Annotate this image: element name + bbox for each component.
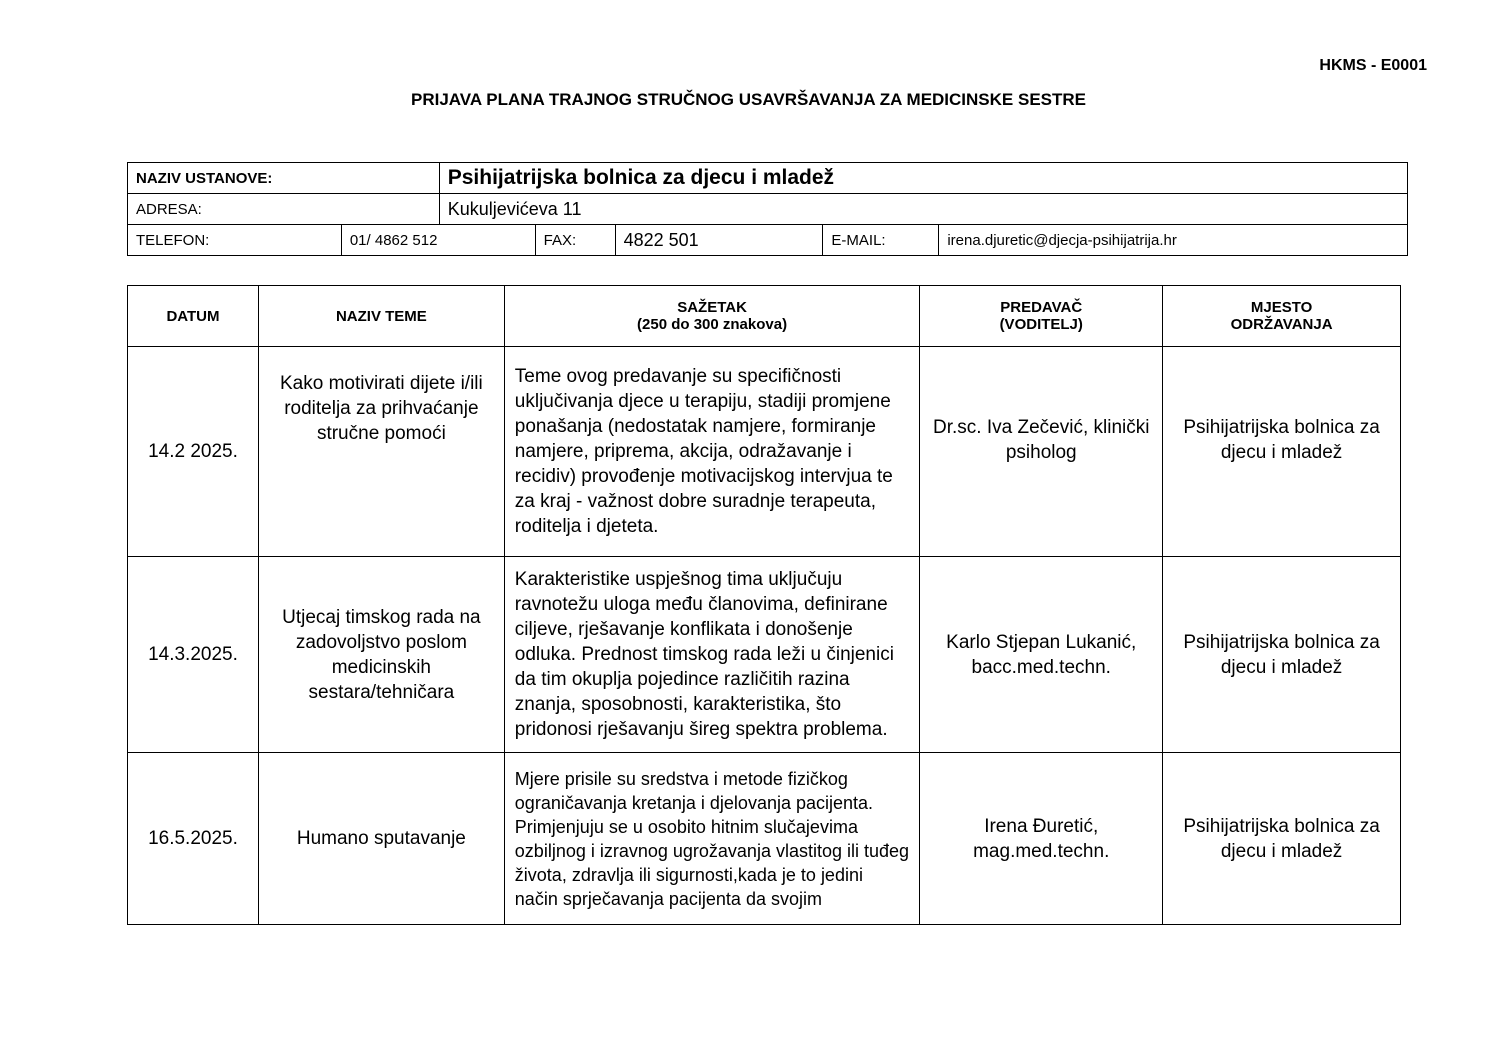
form-code: HKMS - E0001 (1319, 57, 1427, 74)
table-header-row (128, 286, 1401, 347)
address-value: Kukuljevićeva 11 (439, 194, 1407, 225)
row-topic: Utjecaj timskog rada na zadovoljstvo poslom medicinskih sestara/tehničara (258, 557, 504, 753)
column-header-lecturer (920, 286, 1163, 347)
row-lecturer: Karlo Stjepan Lukanić, bacc.med.techn. (920, 557, 1163, 753)
column-header-lecturer-note: (VODITELJ) (999, 316, 1083, 333)
fax-label: FAX: (535, 225, 615, 256)
row-summary: Karakteristike uspješnog tima uključuju ravnotežu uloga među članovima, definirane ciljeve, rješavanje konflikata i donošenje odluka. Prednost timskog rada leži u činjenici da tim okuplja pojedince različitih razina znanja, sposobnosti, karakteristika, što pridonosi rješavanju šireg spektra problema. (504, 557, 920, 753)
address-label: ADRESA: (128, 194, 440, 225)
institution-name-label: NAZIV USTANOVE: (128, 163, 440, 194)
row-summary: Teme ovog predavanje su specifičnosti uključivanja djece u terapiju, stadiji promjene ponašanja (nedostatak namjere, formiranje namjere, priprema, akcija, odražavanje i recidiv) provođenje motivacijskog intervjua te za kraj - važnost dobre suradnje terapeuta, roditelja i djeteta. (504, 347, 920, 557)
row-lecturer: Dr.sc. Iva Zečević, klinički psiholog (920, 347, 1163, 557)
row-summary: Mjere prisile su sredstva i metode fizičkog ograničavanja kretanja i djelovanja pacijenta. Primjenjuju se u osobito hitnim slučajevima ozbiljnog i izravnog ugrožavanja vlastitog ili tuđeg života, zdravlja ili sigurnosti,kada je to jedini način sprječavanja pacijenta da svojim (504, 753, 920, 925)
table-row (128, 347, 1401, 557)
row-topic: Humano sputavanje (258, 753, 504, 925)
institution-name-row (128, 163, 1408, 194)
phone-value: 01/ 4862 512 (341, 225, 535, 256)
column-header-topic: NAZIV TEME (258, 286, 504, 347)
row-date: 16.5.2025. (128, 753, 259, 925)
column-header-summary-note: (250 do 300 znakova) (637, 316, 788, 333)
page-title: PRIJAVA PLANA TRAJNOG STRUČNOG USAVRŠAVANJA ZA MEDICINSKE SESTRE (410, 90, 1087, 109)
row-location: Psihijatrijska bolnica za djecu i mladež (1163, 753, 1401, 925)
institution-address-row (128, 194, 1408, 225)
row-location: Psihijatrijska bolnica za djecu i mladež (1163, 347, 1401, 557)
email-value: irena.djuretic@djecja-psihijatrija.hr (939, 225, 1408, 256)
column-header-summary (504, 286, 920, 347)
column-header-summary-title: SAŽETAK (677, 299, 747, 316)
column-header-location (1163, 286, 1401, 347)
row-date: 14.2 2025. (128, 347, 259, 557)
institution-table (127, 162, 1408, 256)
table-row (128, 753, 1401, 925)
table-row (128, 557, 1401, 753)
institution-name: Psihijatrijska bolnica za djecu i mladež (439, 163, 1407, 194)
lectures-table (127, 285, 1401, 925)
column-header-location-note: ODRŽAVANJA (1230, 316, 1333, 333)
phone-label: TELEFON: (128, 225, 342, 256)
row-location: Psihijatrijska bolnica za djecu i mladež (1163, 557, 1401, 753)
row-topic: Kako motivirati dijete i/ili roditelja za prihvaćanje stručne pomoći (258, 347, 504, 557)
column-header-location-title: MJESTO (1250, 299, 1313, 316)
row-lecturer: Irena Đuretić, mag.med.techn. (920, 753, 1163, 925)
email-label: E-MAIL: (823, 225, 939, 256)
row-date: 14.3.2025. (128, 557, 259, 753)
institution-contact-row (128, 225, 1408, 256)
column-header-lecturer-title: PREDAVAČ (1000, 299, 1083, 316)
column-header-date: DATUM (128, 286, 259, 347)
fax-value: 4822 501 (615, 225, 823, 256)
